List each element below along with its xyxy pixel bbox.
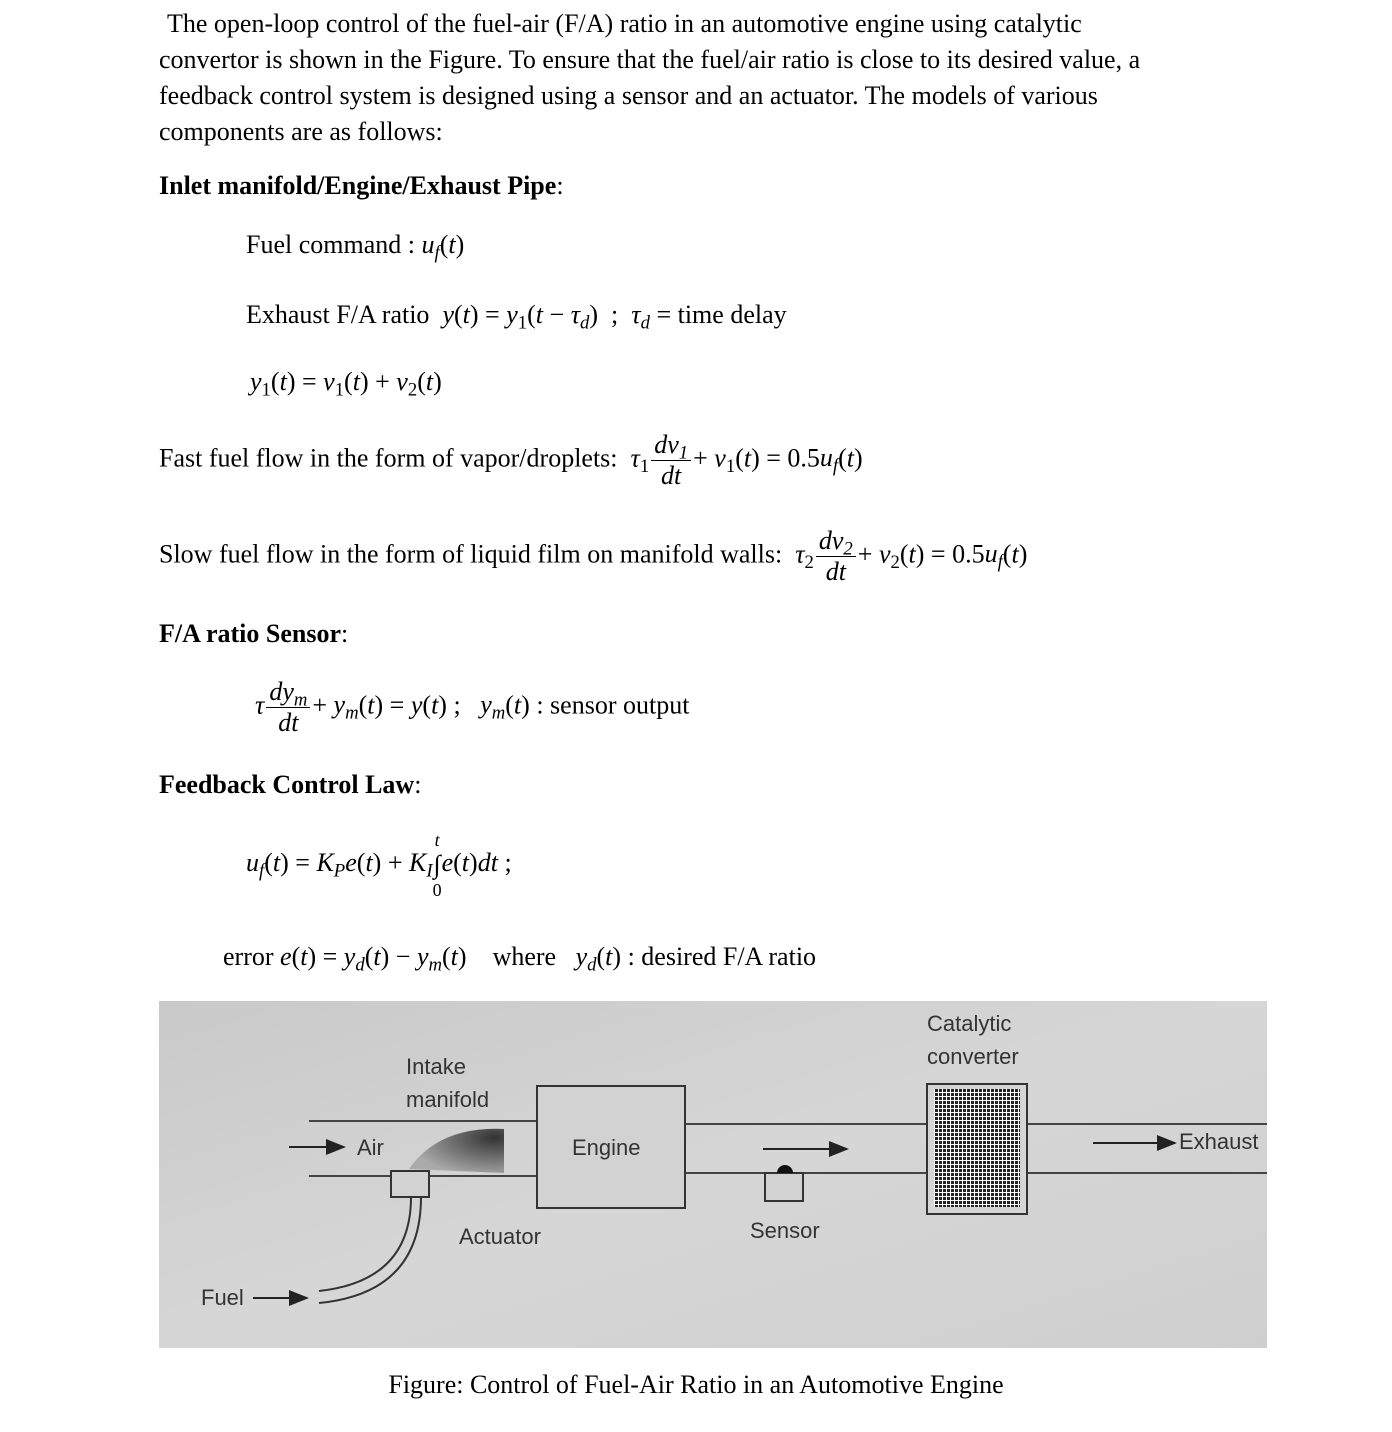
section-heading-inlet-text: Inlet manifold/Engine/Exhaust Pipe [159,171,557,200]
sensor-label: Sensor [750,1218,820,1243]
error-label: error [223,942,274,971]
actuator-box [391,1171,429,1197]
actuator-label: Actuator [459,1224,541,1249]
section-heading-inlet: Inlet manifold/Engine/Exhaust Pipe: [159,171,564,200]
fuel-label: Fuel [201,1285,244,1310]
intake-label-1: Intake [406,1054,466,1079]
exhaust-ratio-eq: Exhaust F/A ratio $y(t) = y_1(t - \tau_d)$ ; $\tau_d$ = time delay [246,300,787,334]
intro-line-4: components are as follows: [159,117,443,146]
exhaust-label: Exhaust [1179,1129,1259,1154]
where-label: where [492,942,557,971]
catalyst-mesh [934,1089,1020,1207]
intake-label-2: manifold [406,1087,490,1112]
time-delay-label: time delay [677,300,787,329]
sensor-box [765,1173,803,1201]
intro-line-3: feedback control system is designed using a sensor and an actuator. The models of various [159,81,1098,110]
engine-diagram [159,1001,1267,1348]
fuel-command-eq: Fuel command : $u_f(t)$ [246,230,465,264]
air-label: Air [357,1135,384,1160]
exhaust-ratio-label: Exhaust F/A ratio [246,300,430,329]
catalytic-label-2: converter [927,1044,1019,1069]
error-eq: error $e(t) = y_d(t) - y_m(t)$ where $y_d(t)$ : desired F/A ratio [223,942,817,976]
fuel-command-label: Fuel command : [246,230,415,259]
sensor-eq: τ $\frac{dy_m}{dt}$ + $y_m(t) = y(t)$ ; $y_m(t)$ : sensor output [255,677,690,737]
section-heading-control-text: Feedback Control Law [159,770,415,799]
catalytic-label-1: Catalytic [927,1011,1012,1036]
desired-label: desired F/A ratio [641,942,817,971]
sensor-output-label: sensor output [550,690,690,720]
section-heading-control: Feedback Control Law: [159,770,422,799]
intro-paragraph [159,6,1269,150]
control-law-eq: $u_f(t) = K_Pe(t) + K_I$ t ∫ 0 e(t)dt ; [246,830,512,900]
slow-flow-label: Slow fuel flow in the form of liquid film on manifold walls: [159,539,783,569]
y1-sum-eq: $y_1(t) = v_1(t) + v_2(t)$ [250,367,442,401]
fast-flow-label: Fast fuel flow in the form of vapor/droplets: [159,443,618,473]
figure-background [159,1001,1267,1348]
slow-flow-eq: Slow fuel flow in the form of liquid film on manifold walls: $\tau_2$ $\frac{dv_2}{dt}$ + $v_2(t) = 0.5u_f(t)$ [159,526,1028,586]
intro-line-2: convertor is shown in the Figure. To ensure that the fuel/air ratio is close to its desired value, a [159,45,1141,74]
fast-flow-eq: Fast fuel flow in the form of vapor/droplets: $\tau_1$ $\frac{dv_1}{dt}$ + $v_1(t) = 0.5u_f(t)$ [159,430,863,490]
figure-caption: Figure: Control of Fuel-Air Ratio in an Automotive Engine [388,1370,1004,1399]
section-heading-sensor: F/A ratio Sensor: [159,619,349,648]
section-heading-sensor-text: F/A ratio Sensor [159,619,341,648]
intro-line-1: The open-loop control of the fuel-air (F/A) ratio in an automotive engine using catalytic [167,9,1082,38]
engine-label: Engine [572,1135,641,1160]
